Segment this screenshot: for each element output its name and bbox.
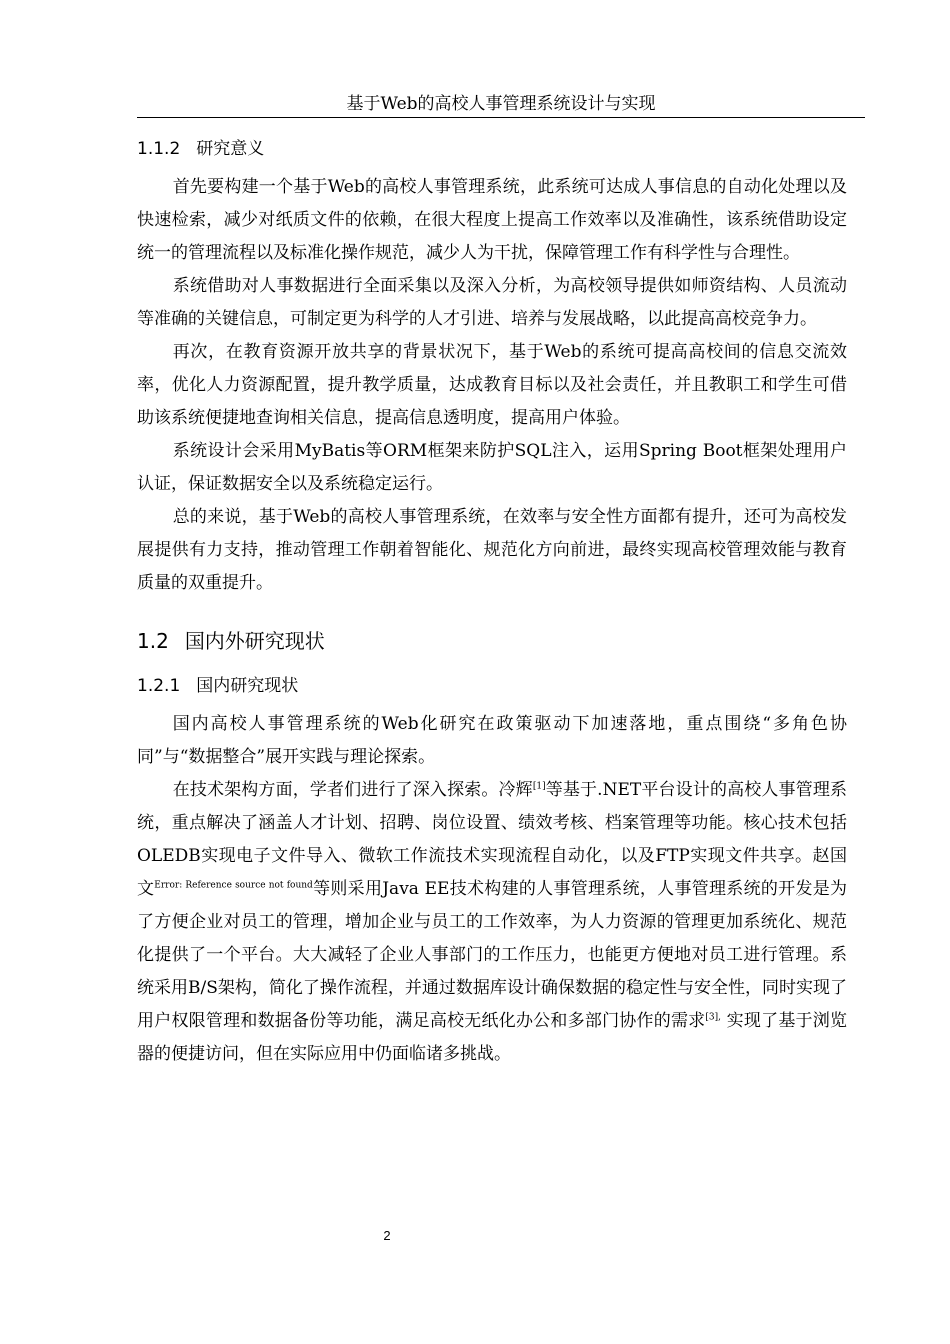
page-number: 2 xyxy=(383,1228,391,1243)
paragraph: 再次，在教育资源开放共享的背景状况下，基于Web的系统可提高高校间的信息交流效率，优化人力资源配置，提升教学质量，达成教育目标以及社会责任，并且教职工和学生可借助该系统便捷地查询相关信息，提高信息透明度，提高用户体验。 xyxy=(137,342,847,428)
heading-number: 1.1.2 xyxy=(137,139,181,159)
header-rule xyxy=(137,117,865,118)
running-header: 基于Web的高校人事管理系统设计与实现 xyxy=(346,94,656,114)
citation-error: Error: Reference source not found xyxy=(154,880,313,891)
heading-title: 国内研究现状 xyxy=(196,676,299,696)
heading-title: 研究意义 xyxy=(196,139,265,159)
text-run: 在技术架构方面，学者们进行了深入探索。冷辉 xyxy=(172,780,533,800)
text-run: 实现了基于浏览器的便捷访问，但在实际应用中仍面临诸多挑战。 xyxy=(137,1011,848,1064)
citation-ref-1[interactable]: [1] xyxy=(532,781,546,792)
heading-title: 国内外研究现状 xyxy=(184,629,325,653)
citation-ref-3[interactable]: [3], xyxy=(705,1012,722,1023)
text-run: 等基于.NET平台设计的高校人事管理系统，重点解决了涵盖人才计划、招聘、岗位设置、绩效考核、档案管理等功能。核心技术包括OLEDB实现电子文件导入、微软工作流技术实现流程自动化，以及FTP实现文件共享。赵国文 xyxy=(137,780,847,899)
paragraph-with-citations xyxy=(137,774,847,1071)
text-run: 等则采用Java EE技术构建的人事管理系统，人事管理系统的开发是为了方便企业对员工的管理，增加企业与员工的工作效率，为人力资源的管理更加系统化、规范化提供了一个平台。大大减轻了企业人事部门的工作压力，也能更方便地对员工进行管理。系统采用B/S架构，简化了操作流程，并通过数据库设计确保数据的稳定性与安全性，同时实现了用户权限管理和数据备份等功能，满足高校无纸化办公和多部门协作的需求 xyxy=(137,879,848,1031)
heading-number: 1.2 xyxy=(137,629,169,653)
paragraph: 系统设计会采用MyBatis等ORM框架来防护SQL注入，运用Spring Boot框架处理用户认证，保证数据安全以及系统稳定运行。 xyxy=(137,441,847,494)
heading-number: 1.2.1 xyxy=(137,676,181,696)
paragraph: 国内高校人事管理系统的Web化研究在政策驱动下加速落地，重点围绕“多角色协同”与“数据整合”展开实践与理论探索。 xyxy=(137,714,847,767)
heading-1-2 xyxy=(137,626,847,656)
paragraph: 系统借助对人事数据进行全面采集以及深入分析，为高校领导提供如师资结构、人员流动等准确的关键信息，可制定更为科学的人才引进、培养与发展战略，以此提高高校竞争力。 xyxy=(137,276,847,329)
body-text xyxy=(137,135,847,1071)
heading-1-2-1 xyxy=(137,672,847,700)
paragraph: 首先要构建一个基于Web的高校人事管理系统，此系统可达成人事信息的自动化处理以及快速检索，减少对纸质文件的依赖，在很大程度上提高工作效率以及准确性，该系统借助设定统一的管理流程以及标准化操作规范，减少人为干扰，保障管理工作有科学性与合理性。 xyxy=(137,177,847,263)
paragraph: 总的来说，基于Web的高校人事管理系统，在效率与安全性方面都有提升，还可为高校发展提供有力支持，推动管理工作朝着智能化、规范化方向前进，最终实现高校管理效能与教育质量的双重提升。 xyxy=(137,507,847,593)
heading-1-1-2 xyxy=(137,135,847,163)
